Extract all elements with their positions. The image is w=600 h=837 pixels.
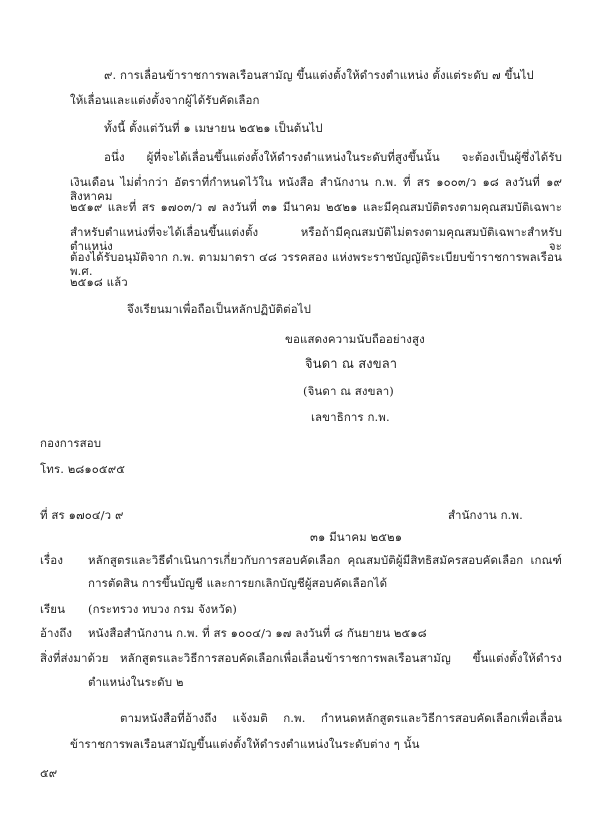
letter-date: ๓๑ มีนาคม ๒๕๒๑ <box>310 530 403 544</box>
subject-line-1: หลักสูตรและวิธีดำเนินการเกี่ยวกับการสอบคัดเลือก คุณสมบัติผู้มีสิทธิสมัครสอบคัดเลือก เกณฑ์ <box>88 553 562 567</box>
note-line-3: ๒๕๑๙ และที่ สร ๑๗๐๓/ว ๗ ลงวันที่ ๓๑ มีนาคม ๒๕๒๑ และมีคุณสมบัติตรงตามคุณสมบัติเฉพาะ <box>70 200 562 214</box>
effective-date: ทั้งนี้ ตั้งแต่วันที่ ๑ เมษายน ๒๕๒๑ เป็นต้นไป <box>104 121 323 135</box>
note-line-4: สำหรับตำแหน่งที่จะได้เลื่อนขึ้นแต่งตั้ง หรือถ้ามีคุณสมบัติไม่ตรงตามคุณสมบัติเฉพาะสำหรับตำแหน่ง จะ <box>70 225 562 253</box>
reference-number: ที่ สร ๑๗๐๔/ว ๙ <box>40 508 124 522</box>
note-line-6: ๒๕๑๘ แล้ว <box>70 275 128 289</box>
attachment-line-2: ตำแหน่งในระดับ ๒ <box>88 675 184 689</box>
regards: ขอแสดงความนับถืออย่างสูง <box>285 332 425 346</box>
department: กองการสอบ <box>40 436 102 450</box>
office-name: สำนักงาน ก.พ. <box>448 508 523 522</box>
note-line-2: เงินเดือน ไม่ต่ำกว่า อัตราที่กำหนดไว้ใน หนังสือ สำนักงาน ก.พ. ที่ สร ๑๐๐๓/ว ๑๘ ลงวันที่ ๑๙ สิงหาคม <box>70 175 562 203</box>
note-line-5: ต้องได้รับอนุมัติจาก ก.พ. ตามมาตรา ๔๘ วรรคสอง แห่งพระราชบัญญัติระเบียบข้าราชการพลเรือน พ.ศ. <box>70 250 562 278</box>
attachment-line-1: หลักสูตรและวิธีการสอบคัดเลือกเพื่อเลื่อนข้าราชการพลเรือนสามัญ ขึ้นแต่งตั้งให้ดำรง <box>120 651 562 665</box>
reference-label: อ้างถึง <box>40 626 73 640</box>
subject-line-2: การตัดสิน การขึ้นบัญชี และการยกเลิกบัญชีผู้สอบคัดเลือกได้ <box>88 576 388 590</box>
signer-position: เลขาธิการ ก.พ. <box>311 410 390 424</box>
item-9-line-1: ๙. การเลื่อนข้าราชการพลเรือนสามัญ ขึ้นแต่งตั้งให้ดำรงตำแหน่ง ตั้งแต่ระดับ ๗ ขึ้นไป <box>104 68 534 82</box>
item-9-line-2: ให้เลื่อนและแต่งตั้งจากผู้ได้รับคัดเลือก <box>70 93 260 107</box>
signature: จินดา ณ สงขลา <box>305 357 398 372</box>
phone: โทร. ๒๘๑๐๕๙๕ <box>40 462 126 476</box>
closing-sentence: จึงเรียนมาเพื่อถือเป็นหลักปฏิบัติต่อไป <box>127 302 312 316</box>
reference-letter: หนังสือสำนักงาน ก.พ. ที่ สร ๑๐๐๔/ว ๑๗ ลงวันที่ ๘ กันยายน ๒๕๑๘ <box>88 626 427 640</box>
body-line-2: ข้าราชการพลเรือนสามัญขึ้นแต่งตั้งให้ดำรงตำแหน่งในระดับต่าง ๆ นั้น <box>70 737 420 751</box>
page-number: ๕๙ <box>40 766 58 780</box>
recipient-label: เรียน <box>40 602 66 616</box>
body-line-1: ตามหนังสือที่อ้างถึง แจ้งมติ ก.พ. กำหนดหลักสูตรและวิธีการสอบคัดเลือกเพื่อเลื่อน <box>120 711 562 725</box>
signature-printed-name: (จินดา ณ สงขลา) <box>303 384 394 398</box>
attachment-label: สิ่งที่ส่งมาด้วย <box>40 651 109 665</box>
note-line-1: อนึ่ง ผู้ที่จะได้เลื่อนขึ้นแต่งตั้งให้ดำรงตำแหน่งในระดับที่สูงขึ้นนั้น จะต้องเป็นผู้ซึ่งได้รับ <box>104 150 562 164</box>
subject-label: เรื่อง <box>40 553 64 567</box>
recipient: (กระทรวง ทบวง กรม จังหวัด) <box>88 602 238 616</box>
